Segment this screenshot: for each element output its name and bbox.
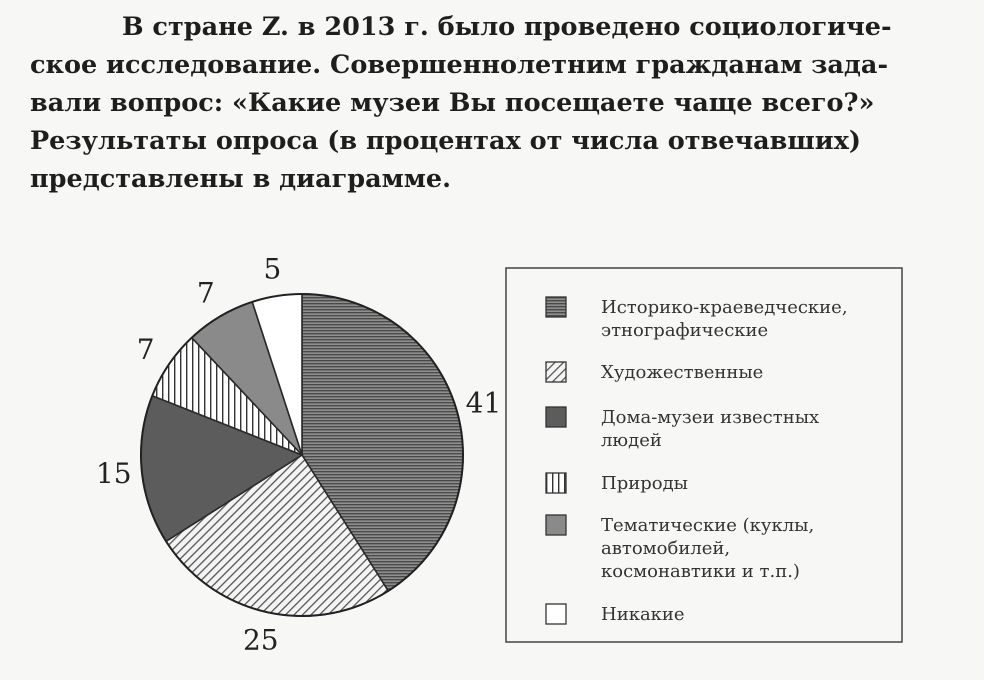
legend-label-2-line-1: Художественные	[601, 362, 764, 383]
legend-swatch-3	[546, 407, 566, 427]
legend-swatch-4	[546, 473, 566, 493]
legend	[506, 268, 902, 642]
legend-swatch-5	[546, 515, 566, 535]
intro-line-3: вали вопрос: «Какие музеи Вы посещаете чаще всего?»	[30, 88, 875, 118]
value-label-6: 5	[263, 252, 282, 286]
legend-label-4-line-1: Природы	[601, 473, 688, 494]
legend-label-5-line-3: космонавтики и т.п.)	[601, 561, 800, 582]
intro-line-1: В стране Z. в 2013 г. было проведено социологиче-	[122, 12, 892, 42]
pie-slices	[141, 294, 463, 616]
legend-swatch-1	[546, 297, 566, 317]
legend-label-3-line-2: людей	[601, 430, 662, 451]
value-label-4: 7	[136, 332, 155, 366]
legend-label-1-line-2: этнографические	[601, 320, 769, 341]
value-label-5: 7	[196, 276, 215, 310]
value-label-2: 25	[242, 623, 279, 657]
legend-label-6-line-1: Никакие	[601, 604, 685, 625]
legend-label-5-line-1: Тематические (куклы,	[601, 515, 815, 536]
legend-label-1-line-1: Историко-краеведческие,	[601, 297, 848, 318]
legend-label-5-line-2: автомобилей,	[601, 538, 731, 559]
intro-line-4: Результаты опроса (в процентах от числа отвечавших)	[30, 126, 861, 156]
value-label-1: 41	[465, 386, 502, 420]
legend-label-3-line-1: Дома-музеи известных	[601, 407, 820, 428]
legend-swatch-2	[546, 362, 566, 382]
value-label-3: 15	[95, 456, 132, 490]
intro-line-2: ское исследование. Совершеннолетним гражданам зада-	[30, 50, 889, 80]
legend-swatch-6	[546, 604, 566, 624]
intro-line-5: представлены в диаграмме.	[30, 164, 451, 194]
